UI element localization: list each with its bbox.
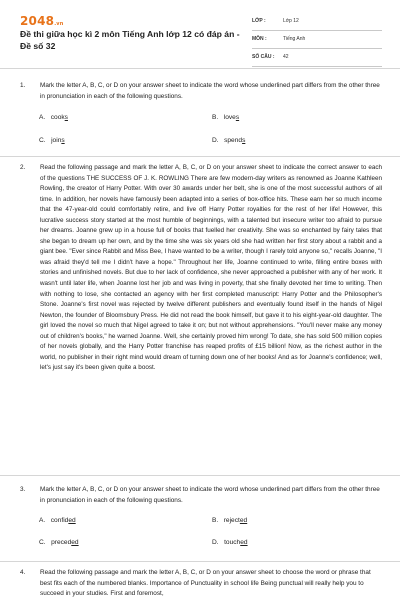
option-letter: A. xyxy=(39,114,46,121)
option-underlined: s xyxy=(61,137,65,144)
option-underlined: s xyxy=(64,114,68,121)
question-1 xyxy=(20,81,382,102)
option-a[interactable] xyxy=(39,114,68,121)
meta-label: MÔN : xyxy=(252,36,267,42)
meta-value: 42 xyxy=(283,54,289,60)
option-letter: A. xyxy=(39,517,46,524)
meta-label: LỚP : xyxy=(252,18,266,24)
document-title: Đề thi giữa học kì 2 môn Tiếng Anh lớp 12 có đáp án - Đề số 32 xyxy=(20,29,240,51)
option-underlined: ed xyxy=(68,517,76,524)
question-4 xyxy=(20,568,382,600)
meta-row-subject xyxy=(252,35,382,49)
meta-value: Lớp 12 xyxy=(283,18,299,24)
option-letter: B. xyxy=(212,114,219,121)
meta-row-count xyxy=(252,53,382,67)
divider xyxy=(0,561,400,562)
option-word: confid xyxy=(50,517,69,524)
option-letter: D. xyxy=(212,137,219,144)
option-word: reject xyxy=(223,517,240,524)
option-underlined: ed xyxy=(239,517,248,524)
option-word: spend xyxy=(224,137,243,144)
question-number: 2. xyxy=(20,164,26,171)
answer-options xyxy=(39,114,379,148)
answer-options xyxy=(39,517,379,551)
option-c[interactable] xyxy=(39,137,65,144)
site-logo[interactable] xyxy=(20,14,64,28)
logo-suffix: .vn xyxy=(54,21,64,27)
logo-text: 2048 xyxy=(20,14,55,28)
question-number: 1. xyxy=(20,82,26,89)
divider xyxy=(0,68,400,69)
option-word: join xyxy=(51,137,62,144)
meta-row-class xyxy=(252,17,382,31)
option-word: cook xyxy=(50,114,65,121)
question-3 xyxy=(20,485,382,506)
question-text: Mark the letter A, B, C, or D on your answer sheet to indicate the word whose underlined part differs from the other three in pronunciation in each of the following questions. xyxy=(40,82,380,100)
question-2-passage: Read the following passage and mark the letter A, B, C, or D on your answer sheet to indicate the correct answer to each of the questions THE SUCCESS OF J. K. ROWLING There are few modern-day writers as renowned as Joanne Kathleen Rowling, the creator of Harry Potter. With over 30 awards under her belt, she is one of the most successful authors of all time. In addition, her novels have famously been adapted into a series of box-office hits. These earn her so much income that the 47-year-old could comfortably retire, and live off Harry Potter royalties for the rest of her life! However, this lucrative success story started at the most humble of beginnings, with a talented but insecure writer too afraid to pursue her dreams. Joanne grew up in a house full of books that fuelled her creativity. She was so enchanted by fairy tales that she began to dream up her own, and by the time she was six years old she had written her first story about a rabbit and a giant bee. "Ever since Rabbit and Miss Bee, I have wanted to be a writer, though I rarely told anyone so," recalls Joanne, "I was afraid they'd tell me I didn't have a hope." Throughout her life, Joanne continued to write, filling entire boxes with stories and unfinished novels. But due to her lack of confidence, she never approached a publisher with any of her work. It wasn't until later life, when Joanne lost her job and was living in poverty, that she finally devoted her time to writing. Then with nothing to lose, she contacted an agency with her first completed manuscript: Harry Potter and the Philosopher's Stone. Joanne's first novel was rejected by twelve different publishers and eventually found itself in the hands of Nigel Newton, the founder of Bloomsbury Press. He did not read the book himself, but gave it to his eight-year-old daughter. The girl loved the novel so much that Nigel agreed to take it on; but not without apprehensions. "You'll never make any money out of children's books," he warned Joanne. Well, she certainly proved him wrong! To date, she has sold 500 million copies of her novels globally, and the Harry Potter franchise has reaped profits of £15 billion! Now, as the richest author in the world, no publisher in their right mind would dream of turning down one of her books! And as for Joanne's confidence; well, let's just say it's been given quite a boost. xyxy=(40,164,382,372)
question-text: Mark the letter A, B, C, or D on your answer sheet to indicate the word whose underlined part differs from the other three in pronunciation in each of the following questions. xyxy=(40,486,380,504)
meta-label: SỐ CÂU : xyxy=(252,54,275,60)
option-c[interactable] xyxy=(39,539,79,546)
option-letter: C. xyxy=(39,137,46,144)
meta-panel xyxy=(252,17,382,67)
option-letter: D. xyxy=(212,539,219,546)
option-b[interactable] xyxy=(212,114,239,121)
option-letter: C. xyxy=(39,539,46,546)
option-underlined: s xyxy=(242,137,246,144)
option-underlined: ed xyxy=(240,539,248,546)
divider xyxy=(0,475,400,476)
option-letter: B. xyxy=(212,517,219,524)
question-number: 4. xyxy=(20,569,26,576)
divider xyxy=(0,156,400,157)
option-underlined: s xyxy=(235,114,240,121)
option-d[interactable] xyxy=(212,137,245,144)
option-word: preced xyxy=(51,539,72,546)
option-b[interactable] xyxy=(212,517,247,524)
meta-value: Tiếng Anh xyxy=(283,36,306,42)
option-word: touch xyxy=(224,539,241,546)
option-word: love xyxy=(223,114,236,121)
question-text: Read the following passage and mark the letter A, B, C, or D on your answer sheet to choose the word or phrase that best fits each of the numbered blanks. Importance of Punctuality in school life Being punctual will really help you to succeed in your studies. First and foremost, xyxy=(40,569,371,597)
page-header xyxy=(0,0,400,62)
option-a[interactable] xyxy=(39,517,76,524)
option-underlined: ed xyxy=(71,539,79,546)
option-d[interactable] xyxy=(212,539,248,546)
question-number: 3. xyxy=(20,486,26,493)
